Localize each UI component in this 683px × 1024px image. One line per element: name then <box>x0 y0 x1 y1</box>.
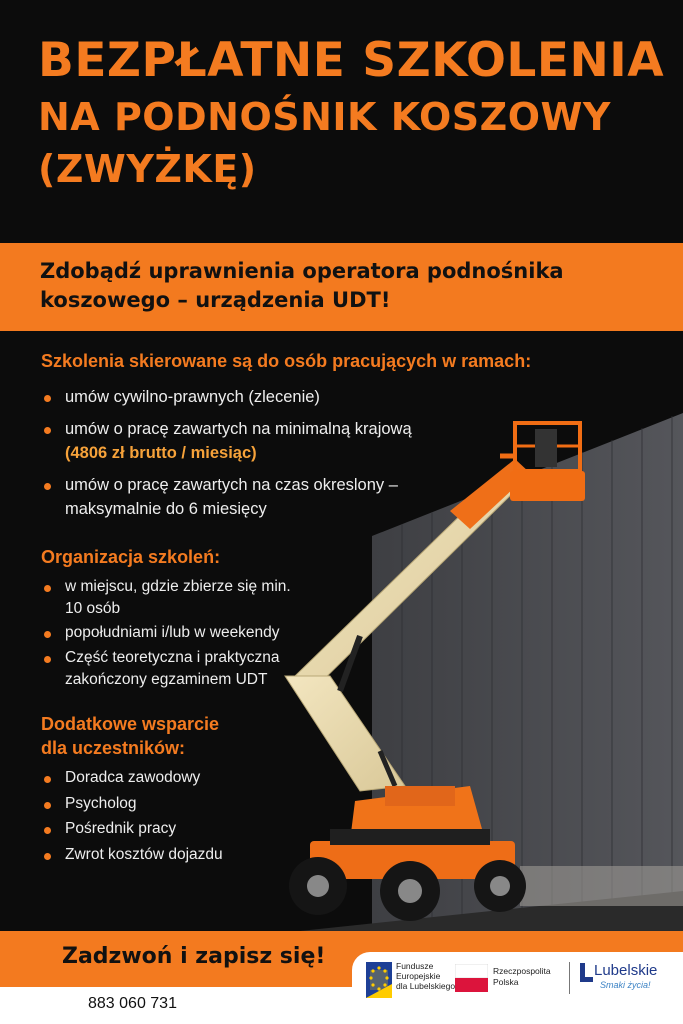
lubelskie-logo-icon <box>578 963 594 983</box>
list-item: Część teoretyczna i praktyczna zakończony egzaminem UDT <box>41 647 341 690</box>
call-to-action: Zadzwoń i zapisz się! <box>62 944 326 969</box>
list-item: Zwrot kosztów dojazdu <box>41 844 301 866</box>
poland-text: Rzeczpospolita Polska <box>493 966 551 987</box>
banner-line-1: Zdobądź uprawnienia operatora podnośnika <box>40 259 564 283</box>
target-list <box>41 386 481 522</box>
lubelskie-tagline: Smaki życia! <box>600 980 651 990</box>
lubelskie-name: Lubelskie <box>594 962 658 979</box>
list-item: popołudniami i/lub w weekendy <box>41 622 341 644</box>
title-line-3: (ZWYŻKĘ) <box>38 146 257 191</box>
eu-funds-logo-icon <box>366 962 392 998</box>
list-item: Doradca zawodowy <box>41 767 301 789</box>
list-item: umów o pracę zawartych na czas okreslony – maksymalnie do 6 miesięcy <box>41 474 481 522</box>
poster-title <box>38 34 678 191</box>
organization-heading: Organizacja szkoleń: <box>41 547 221 567</box>
list-item: umów o pracę zawartych na minimalną krajową (4806 zł brutto / miesiąc) <box>41 418 481 466</box>
phone-number[interactable]: 883 060 731 <box>88 995 177 1012</box>
polish-flag-icon <box>455 964 488 992</box>
wage-highlight: (4806 zł brutto / miesiąc) <box>65 443 257 462</box>
title-line-1: BEZPŁATNE SZKOLENIA <box>38 33 665 88</box>
title-line-2: NA PODNOŚNIK KOSZOWY <box>38 95 611 140</box>
eu-funds-text: Fundusze Europejskie dla Lubelskiego <box>396 961 456 991</box>
list-item: umów cywilno-prawnych (zlecenie) <box>41 386 481 410</box>
logo-divider <box>569 962 570 994</box>
banner-line-2: koszowego – urządzenia UDT! <box>40 288 391 313</box>
target-heading: Szkolenia skierowane są do osób pracujących w ramach: <box>41 351 532 371</box>
organization-list <box>41 576 341 690</box>
list-item: Pośrednik pracy <box>41 818 301 840</box>
list-item: w miejscu, gdzie zbierze się min. 10 osób <box>41 576 341 619</box>
support-list <box>41 767 301 866</box>
list-item: Psycholog <box>41 793 301 815</box>
support-heading: Dodatkowe wsparcie dla uczestników: <box>41 714 220 759</box>
subtitle-banner <box>0 243 683 331</box>
